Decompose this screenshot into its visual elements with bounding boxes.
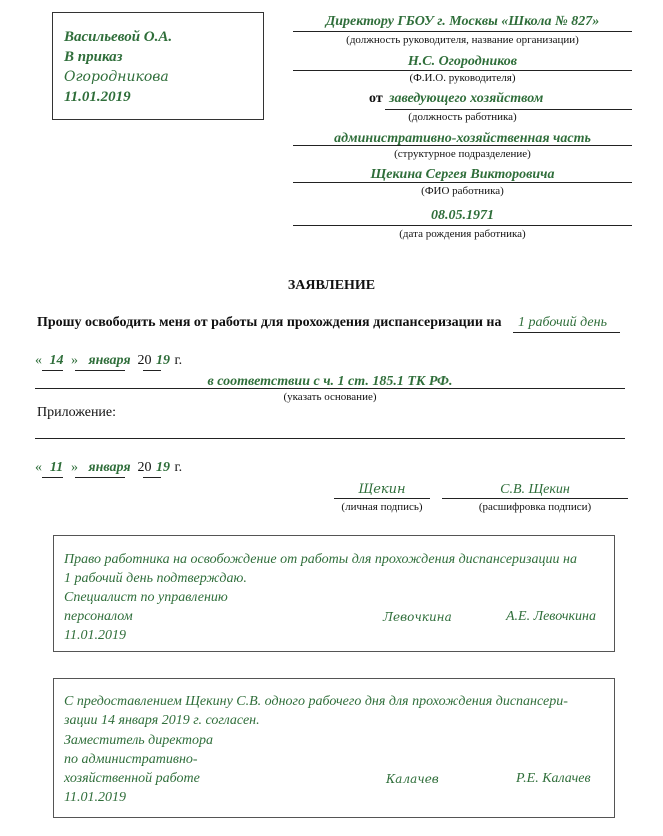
applicant-signature: Щекин: [358, 482, 406, 497]
birth-date-field: [293, 206, 632, 224]
attachment-label: Приложение:: [37, 405, 117, 420]
date2-month-line: [75, 477, 125, 478]
birth-date-value: 08.05.1971: [431, 208, 494, 223]
addressee-line: [293, 31, 632, 32]
basis-line: [35, 388, 625, 389]
hr-line3: Специалист по управлению: [64, 590, 228, 605]
date2-year-line: [143, 477, 161, 478]
date-application: [35, 460, 182, 476]
date2-day: 11: [49, 460, 64, 475]
applicant-name-caption: (расшифровка подписи): [478, 501, 592, 513]
deputy-line5: хозяйственной работе: [64, 771, 200, 786]
addressee-field: [293, 12, 632, 30]
addressee-caption: (должность руководителя, название организации): [346, 34, 579, 46]
resolution-signature: Огородникова: [64, 69, 169, 85]
date-absence: [35, 353, 182, 369]
employee-position-line: [385, 109, 632, 110]
hr-confirmation-box: [53, 535, 615, 652]
resolution-order: В приказ: [64, 49, 123, 65]
date1-day-line: [42, 370, 63, 371]
hr-line2: 1 рабочий день подтверждаю.: [64, 571, 247, 586]
employee-position-caption: (должность работника): [408, 111, 517, 123]
birth-date-line: [293, 225, 632, 226]
applicant-signature-caption: (личная подпись): [341, 501, 423, 513]
deputy-line3: Заместитель директора: [64, 733, 213, 748]
date1-month-line: [75, 370, 125, 371]
hr-signature: Левочкина: [383, 610, 452, 624]
date1-year-line: [143, 370, 161, 371]
duration-line: [513, 332, 620, 333]
deputy-line2: зации 14 января 2019 г. согласен.: [64, 713, 260, 728]
applicant-signature-line: [334, 498, 430, 499]
department-line: [293, 145, 632, 146]
from-label: от: [369, 91, 383, 106]
date2-year-prefix: 20: [137, 460, 152, 475]
department-caption: (структурное подразделение): [394, 148, 531, 160]
head-name-field: [293, 52, 632, 70]
date1-year: 19: [156, 353, 170, 368]
employee-position-value: заведующего хозяйством: [389, 91, 544, 106]
deputy-name: Р.Е. Калачев: [516, 771, 591, 786]
resolution-date: 11.01.2019: [64, 89, 131, 105]
deputy-approval-box: [53, 678, 615, 818]
deputy-signature: Калачев: [386, 772, 439, 786]
date2-month: января: [88, 460, 131, 475]
deputy-line1: С предоставлением Щекину С.В. одного рабочего дня для прохождения диспансери-: [64, 694, 568, 709]
hr-line4: персоналом: [64, 609, 133, 624]
hr-name: А.Е. Левочкина: [506, 609, 597, 624]
basis-value: в соответствии с ч. 1 ст. 185.1 ТК РФ.: [207, 374, 453, 389]
head-name-caption: (Ф.И.О. руководителя): [409, 72, 516, 84]
date2-day-line: [42, 477, 63, 478]
request-text: Прошу освободить меня от работы для прохождения диспансеризации на: [37, 315, 502, 330]
employee-name-value: Щекина Сергея Викторовича: [370, 167, 555, 182]
applicant-name: С.В. Щекин: [500, 482, 570, 497]
head-name-line: [293, 70, 632, 71]
employee-name-field: [293, 165, 632, 183]
deputy-date: 11.01.2019: [64, 790, 126, 805]
birth-date-caption: (дата рождения работника): [399, 228, 526, 240]
duration-value: 1 рабочий день: [518, 315, 607, 330]
applicant-name-line: [442, 498, 628, 499]
date1-month: января: [88, 353, 131, 368]
deputy-line4: по административно-: [64, 752, 198, 767]
addressee-value: Директору ГБОУ г. Москвы «Школа № 827»: [325, 14, 600, 29]
department-value: административно-хозяйственная часть: [334, 131, 591, 146]
basis-caption: (указать основание): [283, 391, 377, 403]
date2-year: 19: [156, 460, 170, 475]
employee-name-line: [293, 182, 632, 183]
date1-open-quote: «: [35, 353, 42, 368]
date2-open-quote: «: [35, 460, 42, 475]
resolution-addressee: Васильевой О.А.: [64, 29, 173, 45]
date1-close-quote: »: [71, 353, 78, 368]
date2-close-quote: »: [71, 460, 78, 475]
date2-suffix: г.: [174, 460, 183, 475]
document-title: ЗАЯВЛЕНИЕ: [287, 278, 376, 293]
date1-year-prefix: 20: [137, 353, 152, 368]
employee-name-caption: (ФИО работника): [421, 185, 504, 197]
attachment-line: [35, 438, 625, 439]
hr-date: 11.01.2019: [64, 628, 126, 643]
date1-day: 14: [49, 353, 64, 368]
date1-suffix: г.: [174, 353, 183, 368]
resolution-box: [52, 12, 264, 120]
hr-line1: Право работника на освобождение от работы для прохождения диспансеризации на: [64, 552, 577, 567]
head-name-value: Н.С. Огородников: [407, 54, 518, 69]
